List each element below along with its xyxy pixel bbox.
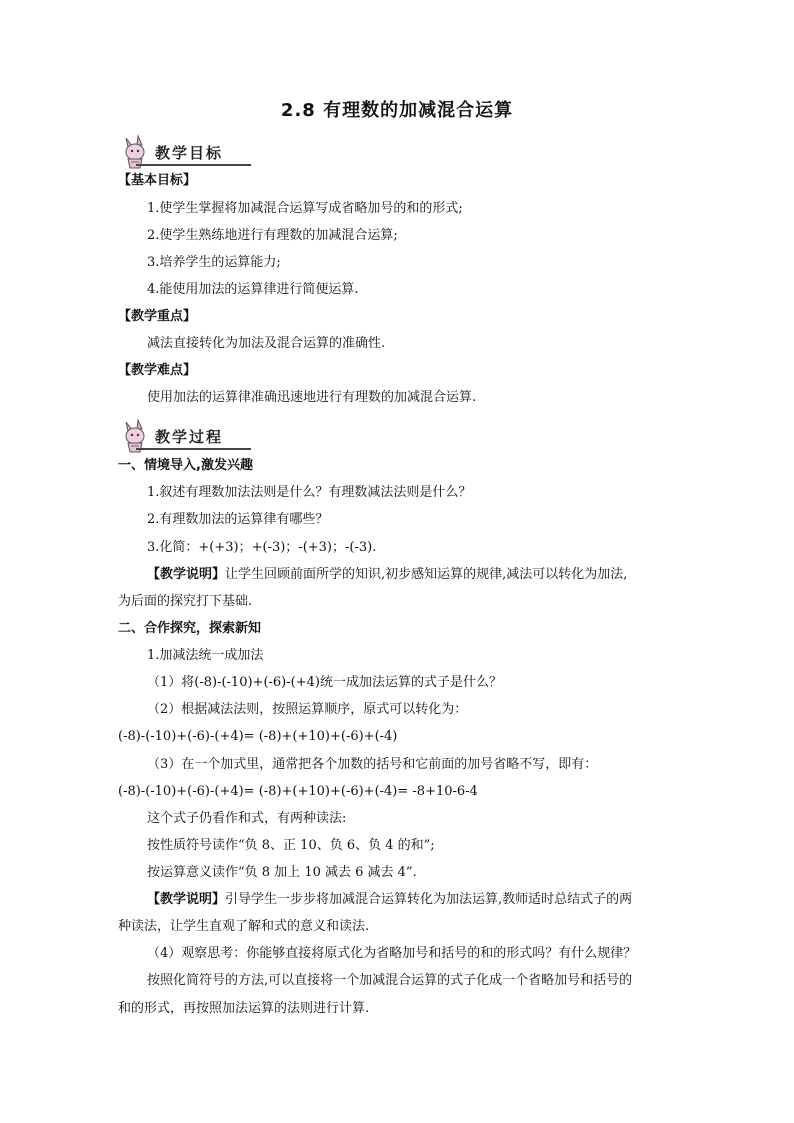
teaching-note-label: 【教学说明】 <box>147 567 226 582</box>
paragraph: 按照化简符号的方法,可以直接将一个加减混合运算的式子化成一个省略加号和括号的 <box>147 973 633 988</box>
basic-goals-heading: 【基本目标】 <box>118 173 197 188</box>
section2-note-cont: 种读法，让学生直观了解和式的意义和读法. <box>118 919 370 934</box>
page-title: 2.8 有理数的加减混合运算 <box>280 100 514 121</box>
reading-1: 按性质符号读作“负 8、正 10、负 6、负 4 的和”; <box>147 838 435 853</box>
question-1: （1）将(-8)-(-10)+(-6)-(+4)统一成加法运算的式子是什么？ <box>147 675 502 690</box>
goal-item: 1.使学生掌握将加减混合运算写成省略加号的和的形式; <box>147 201 463 216</box>
difficulty-text: 使用加法的运算律准确迅速地进行有理数的加减混合运算. <box>147 390 477 405</box>
reading-2: 按运算意义读作“负 8 加上 10 减去 6 减去 4”. <box>147 865 417 880</box>
equation-1: (-8)-(-10)+(-6)-(+4)= (-8)+(+10)+(-6)+(-4) <box>118 729 398 744</box>
section2-heading: 二、合作探究，探索新知 <box>118 621 262 636</box>
section1-note <box>147 565 627 585</box>
paragraph-cont: 和的形式，再按照加法运算的法则进行计算. <box>118 1001 370 1016</box>
goal-item: 4.能使用加法的运算律进行简便运算. <box>147 282 359 297</box>
banner-label: 教学过程 <box>155 428 224 446</box>
section2-subheading: 1.加减法统一成加法 <box>147 648 264 663</box>
reading-intro: 这个式子仍看作和式，有两种读法: <box>147 811 347 826</box>
goal-item: 2.使学生熟练地进行有理数的加减混合运算; <box>147 228 398 243</box>
banner-underline <box>136 448 251 450</box>
section1-heading: 一、情境导入,激发兴趣 <box>118 458 253 473</box>
section-banner-process <box>118 420 248 454</box>
section1-note-cont: 为后面的探究打下基础. <box>118 594 253 609</box>
key-point-heading: 【教学重点】 <box>118 309 197 324</box>
banner-label: 教学目标 <box>155 144 224 162</box>
banner-underline <box>136 164 251 166</box>
teaching-note-text: 引导学生一步步将加减混合运算转化为加法运算,教师适时总结式子的两 <box>225 892 633 907</box>
section1-item: 1.叙述有理数加法法则是什么？有理数减法法则是什么？ <box>147 485 472 500</box>
key-point-text: 减法直接转化为加法及混合运算的准确性. <box>147 336 386 351</box>
equation-2: (-8)-(-10)+(-6)-(+4)= (-8)+(+10)+(-6)+(-4)= -8+10-6-4 <box>118 784 478 799</box>
question-3: （3）在一个加式里，通常把各个加数的括号和它前面的加号省略不写，即有： <box>147 757 598 772</box>
difficulty-heading: 【教学难点】 <box>118 363 197 378</box>
question-4: （4）观察思考：你能够直接将原式化为省略加号和括号的和的形式吗？有什么规律？ <box>147 946 637 961</box>
question-2: （2）根据减法法则，按照运算顺序，原式可以转化为： <box>147 702 468 717</box>
section1-item: 3.化简：+(+3)；+(-3)；-(+3)；-(-3). <box>147 540 377 555</box>
teaching-note-text: 让学生回顾前面所学的知识,初步感知运算的规律,减法可以转化为加法, <box>225 567 628 582</box>
teaching-note-label: 【教学说明】 <box>147 892 226 907</box>
section2-note <box>147 890 632 910</box>
section1-item: 2.有理数加法的运算律有哪些？ <box>147 512 329 527</box>
goal-item: 3.培养学生的运算能力; <box>147 255 281 270</box>
section-banner-goals <box>118 136 248 170</box>
